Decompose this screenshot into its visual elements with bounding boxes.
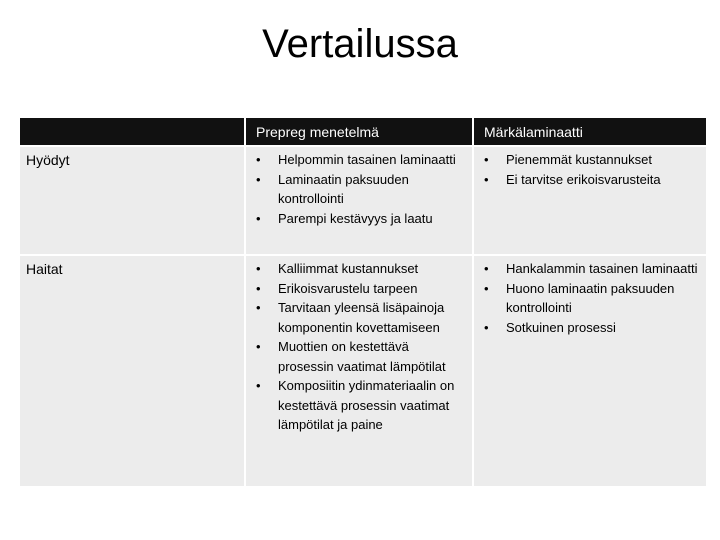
list-item bbox=[256, 150, 468, 170]
list-item-text: Helpommin tasainen laminaatti bbox=[278, 152, 456, 167]
bullet-icon: • bbox=[256, 378, 261, 393]
header-prepreg: Prepreg menetelmä bbox=[246, 118, 474, 145]
benefits-wet-list bbox=[484, 150, 702, 189]
list-item-text: Parempi kestävyys ja laatu bbox=[278, 210, 433, 226]
drawbacks-prepreg-cell bbox=[246, 254, 474, 486]
list-item-text: Tarvitaan yleensä lisäpainoja komponentin kovettamiseen bbox=[278, 300, 445, 335]
bullet-icon: • bbox=[256, 171, 261, 187]
list-item-text: Pienemmät kustannukset bbox=[506, 152, 652, 167]
benefits-prepreg-cell bbox=[246, 145, 474, 254]
row-label-drawbacks: Haitat bbox=[20, 254, 246, 486]
bullet-icon: • bbox=[256, 339, 261, 354]
list-item bbox=[256, 298, 468, 337]
list-item-text: Muottien on kestettävä prosessin vaatimat lämpötilat bbox=[278, 339, 446, 374]
bullet-icon: • bbox=[256, 210, 261, 226]
benefits-prepreg-list bbox=[256, 150, 468, 228]
list-item-text: Kalliimmat kustannukset bbox=[278, 261, 419, 276]
bullet-icon: • bbox=[484, 319, 489, 335]
list-item-text: Sotkuinen prosessi bbox=[506, 319, 616, 335]
table-header-row bbox=[20, 118, 706, 145]
slide-title: Vertailussa bbox=[262, 22, 458, 66]
list-item bbox=[256, 209, 468, 229]
list-item bbox=[484, 170, 702, 190]
list-item-text: Erikoisvarustelu tarpeen bbox=[278, 280, 418, 296]
drawbacks-wet-cell bbox=[474, 254, 706, 486]
bullet-icon: • bbox=[256, 261, 261, 276]
header-empty-cell bbox=[20, 118, 246, 145]
table-row-benefits bbox=[20, 145, 706, 254]
list-item bbox=[484, 318, 702, 338]
bullet-icon: • bbox=[256, 300, 261, 315]
list-item-text: Ei tarvitse erikoisvarusteita bbox=[506, 171, 661, 187]
bullet-icon: • bbox=[484, 280, 489, 296]
list-item-text: Huono laminaatin paksuuden kontrollointi bbox=[506, 280, 675, 315]
list-item bbox=[256, 376, 468, 435]
table-row-drawbacks bbox=[20, 254, 706, 486]
header-wet-laminate: Märkälaminaatti bbox=[474, 118, 706, 145]
benefits-wet-cell bbox=[474, 145, 706, 254]
bullet-icon: • bbox=[484, 171, 489, 187]
row-label-benefits: Hyödyt bbox=[20, 145, 246, 254]
list-item-text: Komposiitin ydinmateriaalin on kestettävä prosessin vaatimat lämpötilat ja paine bbox=[278, 378, 455, 432]
drawbacks-prepreg-list bbox=[256, 259, 468, 435]
list-item bbox=[484, 259, 702, 279]
bullet-icon: • bbox=[256, 280, 261, 296]
list-item-text: Hankalammin tasainen laminaatti bbox=[506, 261, 698, 276]
list-item bbox=[256, 337, 468, 376]
drawbacks-wet-list bbox=[484, 259, 702, 337]
bullet-icon: • bbox=[484, 152, 489, 167]
list-item bbox=[256, 259, 468, 279]
list-item bbox=[484, 150, 702, 170]
list-item bbox=[256, 279, 468, 299]
list-item-text: Laminaatin paksuuden kontrollointi bbox=[278, 171, 409, 206]
bullet-icon: • bbox=[256, 152, 261, 167]
list-item bbox=[256, 170, 468, 209]
comparison-table bbox=[20, 118, 706, 486]
list-item bbox=[484, 279, 702, 318]
bullet-icon: • bbox=[484, 261, 489, 276]
